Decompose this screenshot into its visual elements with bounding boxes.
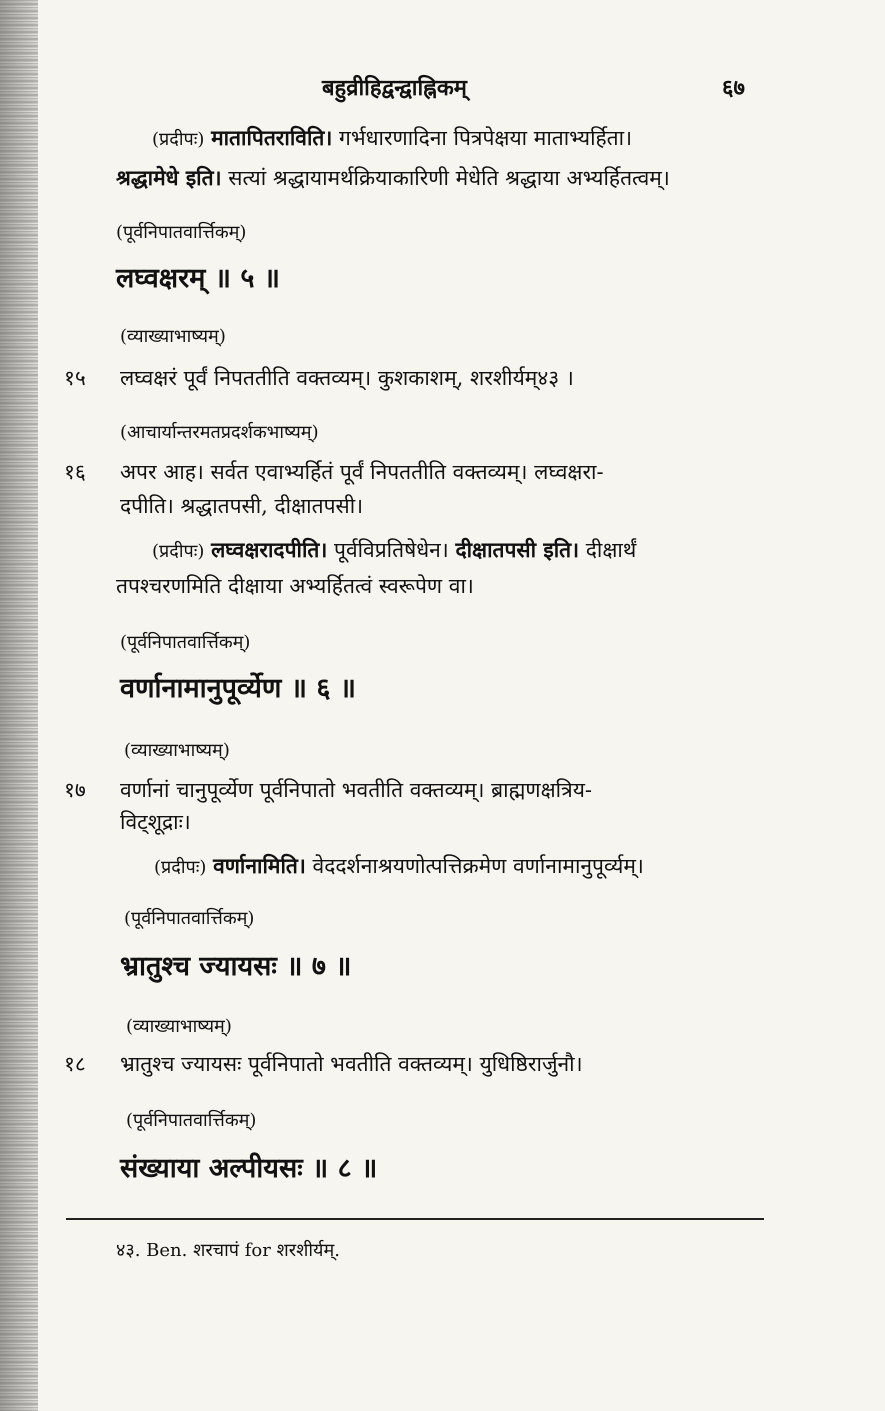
bhashya-text: वर्णानां चानुपूर्व्येण पूर्वनिपातो भवतीति वक्तव्यम्। ब्राह्मणक्षत्रिय- [120,778,592,802]
line-number: १५ [64,366,86,390]
pradipa-label: (प्रदीपः) [152,541,205,562]
line-number: १६ [64,460,86,484]
footnote-rule [66,1218,764,1220]
pradipa-text: दीक्षार्थं [585,538,637,562]
section-label: (व्याख्याभाष्यम्) [126,1016,232,1037]
line-number: १७ [64,778,86,802]
pradipa-label: (प्रदीपः) [154,857,207,878]
section-label: (पूर्वनिपातवार्त्तिकम्) [126,1110,257,1131]
pradipa-lemma: वर्णानामिति। [213,853,306,878]
pradipa-lemma: मातापितराविति। [211,125,333,150]
pradipa-line-1 [152,124,632,152]
scan-edge-shadow [0,0,38,1411]
vartika-sutra: भ्रातुश्च ज्यायसः ॥ ७ ॥ [120,951,352,982]
section-label: (आचार्यान्तरमतप्रदर्शकभाष्यम्) [120,422,319,443]
pradipa-text: पूर्वविप्रतिषेधेन। [334,538,449,562]
page-number: ६७ [722,75,745,101]
footnote: ४३. Ben. शरचापं for शरशीर्यम्. [116,1240,340,1261]
bhashya-text: विट्शूद्राः। [120,810,191,834]
running-header-title: बहुव्रीहिद्वन्द्वाह्निकम् [322,75,467,101]
bhashya-text: भ्रातुश्च ज्यायसः पूर्वनिपातो भवतीति वक्तव्यम्। युधिष्ठिरार्जुनौ। [120,1052,583,1076]
section-label: (व्याख्याभाष्यम्) [120,326,226,347]
pradipa-lemma: लघ्वक्षरादपीति। [211,537,328,562]
vartika-sutra: लघ्वक्षरम् ॥ ५ ॥ [116,263,280,294]
bhashya-text: अपर आह। सर्वत एवाभ्यर्हितं पूर्वं निपततीति वक्तव्यम्। लघ्वक्षरा- [120,460,604,484]
pradipa-line-1 [152,536,636,564]
section-label: (पूर्वनिपातवार्त्तिकम्) [116,222,247,243]
pradipa-lemma: श्रद्धामेधे इति। [116,165,222,190]
pradipa-line-1 [154,852,644,880]
bhashya-text: दपीति। श्रद्धातपसी, दीक्षातपसी। [120,494,364,518]
pradipa-lemma: दीक्षातपसी इति। [455,537,580,562]
pradipa-text: गर्भधारणादिना पित्रपेक्षया माताभ्यर्हिता। [339,126,633,150]
pradipa-text: सत्यां श्रद्धायामर्थक्रियाकारिणी मेधेति श्रद्धाया अभ्यर्हितत्वम्। [228,166,670,190]
section-label: (पूर्वनिपातवार्त्तिकम्) [120,632,251,653]
vartika-sutra: संख्याया अल्पीयसः ॥ ८ ॥ [120,1153,378,1184]
pradipa-line-2 [116,164,670,192]
pradipa-label: (प्रदीपः) [152,129,205,150]
section-label: (व्याख्याभाष्यम्) [124,740,230,761]
section-label: (पूर्वनिपातवार्त्तिकम्) [124,908,255,929]
line-number: १८ [64,1052,86,1076]
pradipa-line-2: तपश्चरणमिति दीक्षाया अभ्यर्हितत्वं स्वरूपेण वा। [116,574,474,598]
vartika-sutra: वर्णानामानुपूर्व्येण ॥ ६ ॥ [120,673,356,704]
pradipa-text: वेददर्शनाश्रयणोत्पत्तिक्रमेण वर्णानामानुपूर्व्यम्। [312,854,644,878]
bhashya-text: लघ्वक्षरं पूर्वं निपततीति वक्तव्यम्। कुशकाशम्, शरशीर्यम्४३ । [120,366,574,390]
